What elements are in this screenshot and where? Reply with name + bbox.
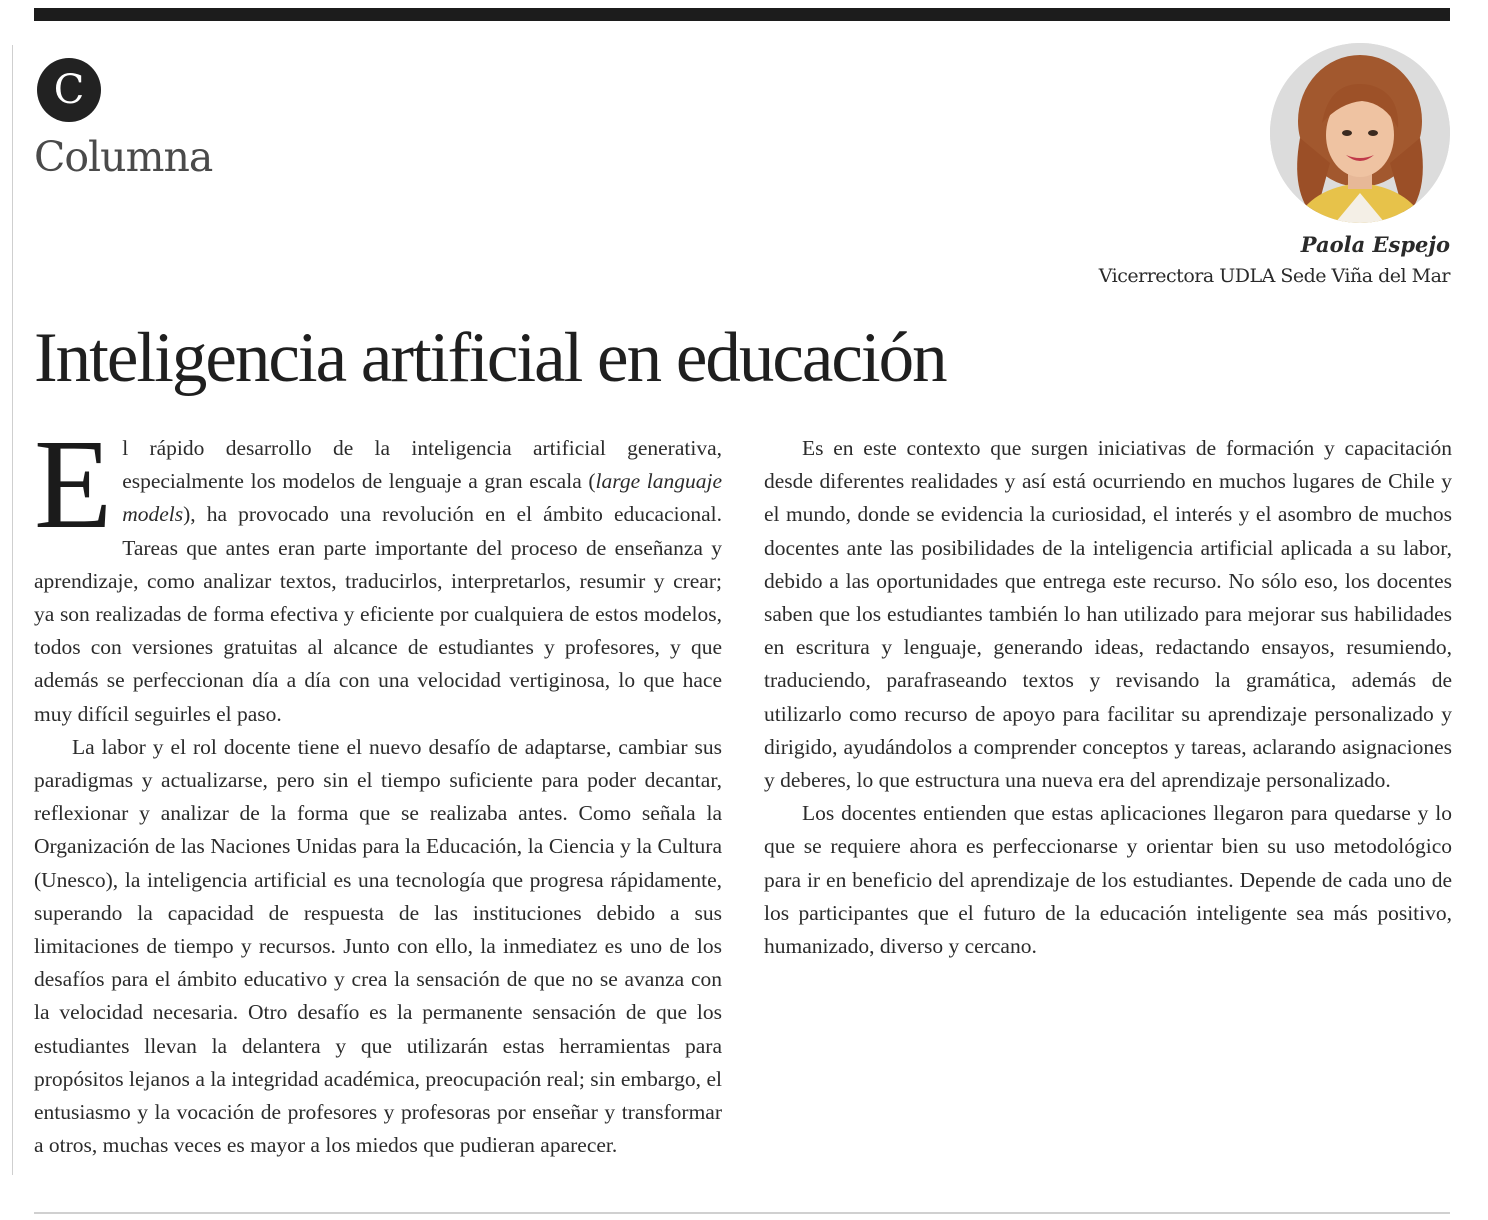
left-margin-rule bbox=[12, 45, 13, 1175]
article-column-left bbox=[34, 413, 723, 1162]
author-role: Vicerrectora UDLA Sede Viña del Mar bbox=[1098, 265, 1450, 287]
paragraph-2: La labor y el rol docente tiene el nuevo desafío de adaptarse, cambiar sus paradigmas y actualizarse, pero sin el tiempo suficiente para poder decantar, reflexionar y analizar de la forma que se realizaba antes. Como señala la Organización de las Naciones Unidas para la Educación, la Ciencia y la Cultura (Unesco), la inteligencia artificial es una tecnología que progresa rápidamente, superando la capacidad de respuesta de las instituciones debido a sus limitaciones de tiempo y recursos. Junto con ello, la inmediatez es uno de los desafíos para el ámbito educativo y crea la sensación de que no se avanza con la velocidad necesaria. Otro desafío es la permanente sensación de que los estudiantes llevan la delantera y que utilizarán estas herramientas para propósitos lejanos a la integridad académica, preocupación real; sin embargo, el entusiasmo y la vocación de profesores y profesoras por enseñar y transformar a otros, muchas veces es mayor a los miedos que pudieran aparecer. bbox=[34, 734, 722, 1158]
paragraph-3: Es en este contexto que surgen iniciativas de formación y capacitación desde diferentes realidades y así está ocurriendo en muchos lugares de Chile y el mundo, donde se evidencia la curiosidad, el interés y el asombro de muchos docentes ante las posibilidades de la inteligencia artificial aplicada a su labor, debido a las oportunidades que entrega este recurso. No sólo eso, los docentes saben que los estudiantes también lo han utilizado para mejorar sus habilidades en escritura y lenguaje, generando ideas, redactando ensayos, resumiendo, traduciendo, parafraseando textos y revisando la gramática, además de utilizarlo como recurso de apoyo para facilitar su aprendizaje personalizado y dirigido, ayudándolos a comprender conceptos y tareas, aclarando asignaciones y deberes, lo que estructura una nueva era del aprendizaje personalizado. bbox=[764, 436, 1452, 793]
bottom-rule bbox=[34, 1212, 1450, 1214]
author-name: Paola Espejo bbox=[1300, 232, 1450, 257]
author-portrait bbox=[1270, 43, 1450, 223]
top-rule bbox=[34, 8, 1450, 21]
headline: Inteligencia artificial en educación bbox=[34, 319, 946, 397]
section-badge-letter: C bbox=[53, 67, 85, 113]
paragraph-4: Los docentes entienden que estas aplicaciones llegaron para quedarse y lo que se requiere ahora es perfeccionarse y orientar bien su uso metodológico para ir en beneficio del aprendizaje de los estudiantes. Depende de cada uno de los participantes que el futuro de la educación inteligente sea más positivo, humanizado, diverso y cercano. bbox=[764, 801, 1452, 959]
drop-cap: E bbox=[34, 413, 113, 555]
section-label: Columna bbox=[34, 133, 213, 181]
author-portrait-icon bbox=[1270, 43, 1450, 223]
article-column-right bbox=[764, 432, 1452, 963]
section-badge bbox=[37, 58, 101, 122]
paragraph-1-text-b: ), ha provocado una revolución en el ámbito educacional. Tareas que antes eran parte importante del proceso de enseñanza y aprendizaje, como analizar textos, traducirlos, interpretarlos, resumir y crear; ya son realizadas de forma efectiva y eficiente por cualquiera de estos modelos, todos con versiones gratuitas al alcance de estudiantes y profesores, y que además se perfeccionan día a día con una velocidad vertiginosa, lo que hace muy difícil seguirles el paso. bbox=[34, 502, 722, 726]
paragraph-1-text-a: l rápido desarrollo de la inteligencia artificial generativa, especialmente los modelos de lenguaje a gran escala ( bbox=[122, 436, 722, 494]
paragraph-1 bbox=[34, 413, 723, 731]
paragraph-1-italic: large languaje models bbox=[122, 469, 723, 527]
